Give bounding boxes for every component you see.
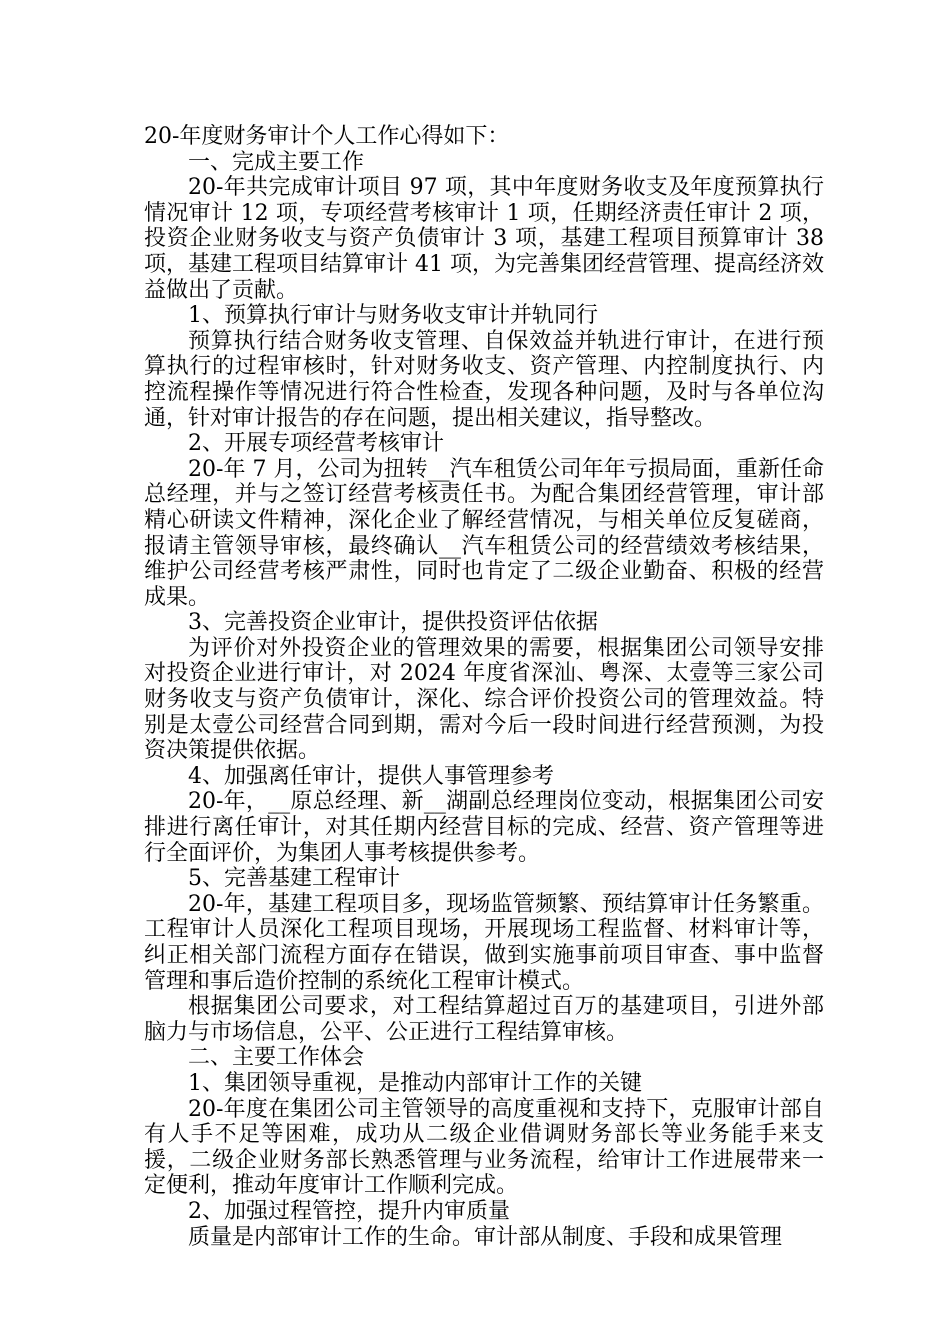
body-paragraph: 质量是内部审计工作的生命。审计部从制度、手段和成果管理 [188, 1224, 783, 1250]
body-paragraph: 20-年共完成审计项目 97 项，其中年度财务收支及年度预算执行情况审计 12 项，专项经营考核审计 1 项，任期经济责任审计 2 项，投资企业财务收支与资产负债审计 3 项，基建工程项目预算审计 38 项，基建工程项目结算审计 41 项，为完善集团经营管理、提高经济效益做出了贡献。 [144, 175, 831, 303]
body-paragraph: 为评价对外投资企业的管理效果的需要，根据集团公司领导安排对投资企业进行审计，对 2024 年度省深汕、粤深、太壹等三家公司财务收支与资产负债审计，深化、综合评价投资公司的管理效益。特别是太壹公司经营合同到期，需对今后一段时间进行经营预测，为投资决策提供依据。 [144, 635, 824, 764]
subsection-heading: 5、完善基建工程审计 [188, 866, 400, 892]
subsection-heading: 2、加强过程管控，提升内审质量 [188, 1198, 510, 1224]
subsection-heading: 4、加强离任审计，提供人事管理参考 [188, 763, 554, 789]
body-paragraph: 20-年，基建工程项目多，现场监管频繁、预结算审计任务繁重。工程审计人员深化工程项目现场，开展现场工程监督、材料审计等，纠正相关部门流程方面存在错误，做到实施事前项目审查、事中监督管理和事后造价控制的系统化工程审计模式。 [144, 891, 824, 994]
subsection-heading: 2、开展专项经营考核审计 [188, 431, 444, 457]
subsection-heading: 1、集团领导重视，是推动内部审计工作的关键 [188, 1070, 642, 1096]
body-paragraph: 20-年度在集团公司主管领导的高度重视和支持下，克服审计部自有人手不足等困难，成功从二级企业借调财务部长等业务能手来支援，二级企业财务部长熟悉管理与业务流程，给审计工作进展带来一定便利，推动年度审计工作顺利完成。 [144, 1096, 824, 1199]
section-heading-one: 一、完成主要工作 [188, 149, 365, 175]
document-body [144, 124, 831, 1250]
section-heading-two: 二、主要工作体会 [188, 1045, 365, 1071]
body-paragraph: 20-年，__原总经理、新__湖副总经理岗位变动，根据集团公司安排进行离任审计，对其任期内经营目标的完成、经营、资产管理等进行全面评价，为集团人事考核提供参考。 [144, 789, 824, 866]
body-paragraph: 根据集团公司要求，对工程结算超过百万的基建项目，引进外部脑力与市场信息，公平、公正进行工程结算审核。 [144, 994, 824, 1045]
subsection-heading: 3、完善投资企业审计，提供投资评估依据 [188, 610, 598, 636]
subsection-heading: 1、预算执行审计与财务收支审计并轨同行 [188, 303, 598, 329]
body-paragraph: 20-年 7 月，公司为扭转__汽车租赁公司年年亏损局面，重新任命总经理，并与之签订经营考核责任书。为配合集团经营管理，审计部精心研读文件精神，深化企业了解经营情况，与相关单位反复磋商，报请主管领导审核，最终确认__汽车租赁公司的经营绩效考核结果，维护公司经营考核严肃性，同时也肯定了二级企业勤奋、积极的经营成果。 [144, 456, 824, 610]
body-paragraph: 预算执行结合财务收支管理、自保效益并轨进行审计，在进行预算执行的过程审核时，针对财务收支、资产管理、内控制度执行、内控流程操作等情况进行符合性检查，发现各种问题，及时与各单位沟通，针对审计报告的存在问题，提出相关建议，指导整改。 [144, 328, 824, 431]
document-intro: 20-年度财务审计个人工作心得如下： [144, 124, 510, 149]
